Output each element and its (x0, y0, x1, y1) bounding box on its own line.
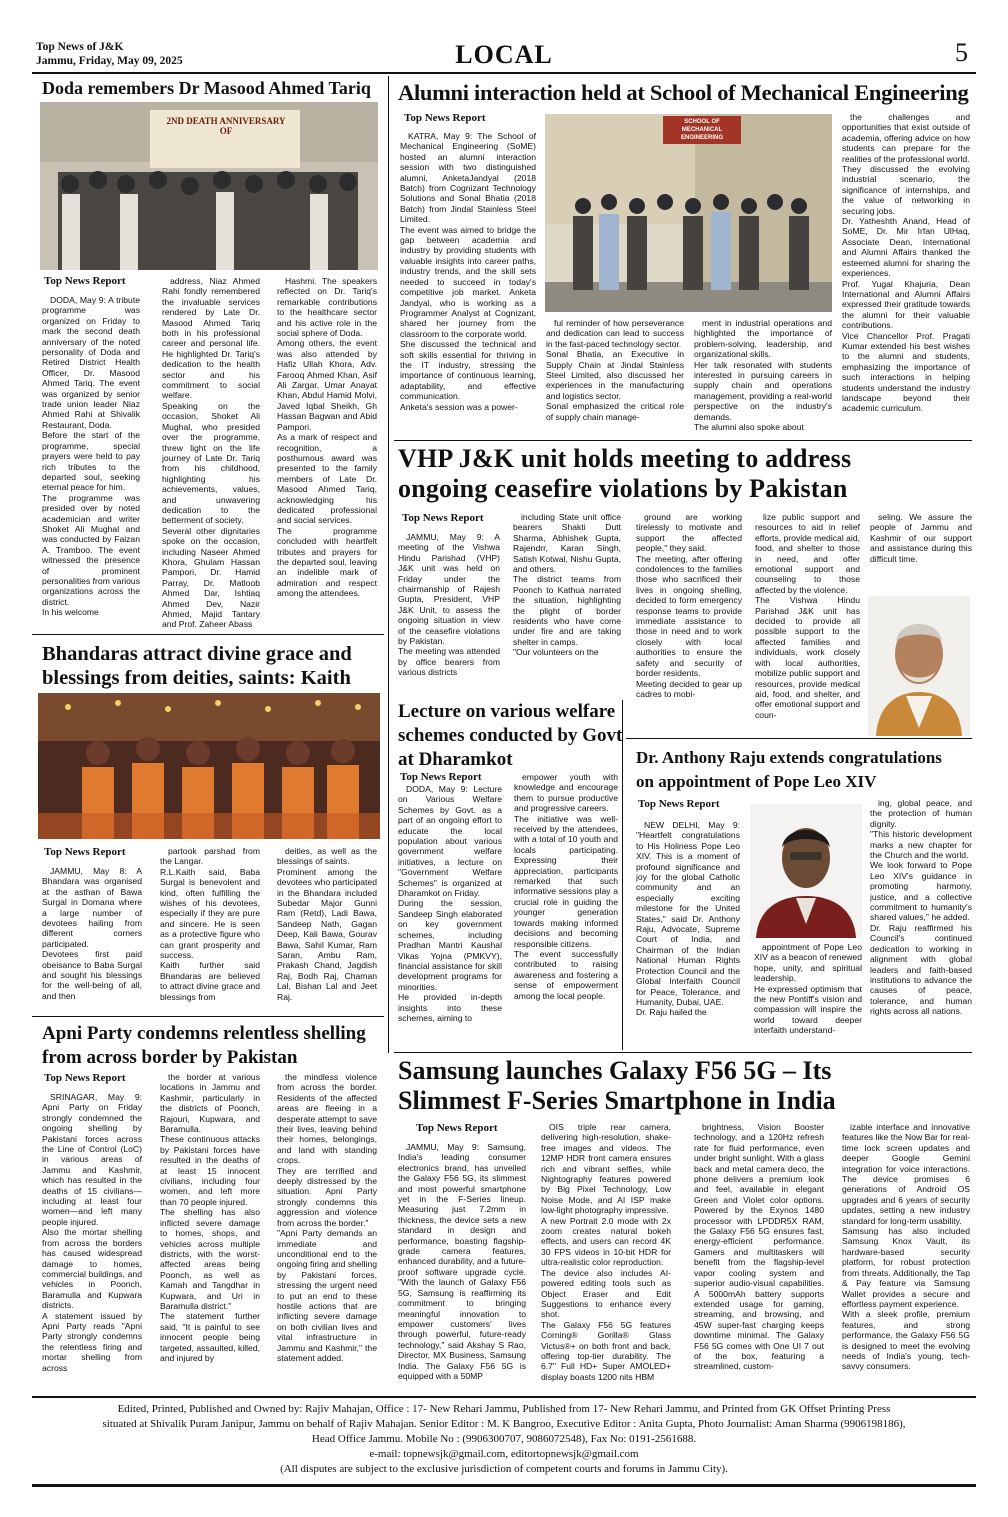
apni-headline (42, 1022, 366, 1070)
alumni-column-4: the challenges and opportunities that exist outside of academia, offering advice on how students can prepare for the realities of the professional world. They discussed the evolving industrial scenario, the significance of internships, and the value of networking in securing jobs. Dr. Yatheshth Anand, Head of SoME, Dr. Mir Irfan UlHaq, Associate Dean, International and Alumni Affairs thanked the esteemed alumni for sharing the experiences. Prof. Yugal Khajuria, Dean International and Alumni Affairs expressed their gratitude towards the alumni for their valuable contributions. Vice Chancellor Prof. Pragati Kumar extended his best wishes to the alumni and students, emphasizing the importance of such interactions in helping students understand the industry landscape beyond their academic curriculum. (842, 112, 970, 414)
alumni-column-1: KATRA, May 9: The School of Mechanical Engineering (SoME) hosted an alumni interaction session with two distinguished alumni, AnketaJandyal (2018 Batch) from Cognizant Technology Solutions and Sonal Bhatia (2018 Batch) from Jindal Stainless Steel Limited. The event was aimed to bridge the gap between academia and industry by providing students with valuable insights into career paths, industry trends, and the skill sets needed to succeed in today's competitive job market. Anketa Jandyal, who is working as a Programmer Analyst at Cognizant, shared her journey from the classroom to the corporate world. She discussed the technical and soft skills essential for thriving in the IT industry, stressing the importance of continuous learning, adaptability, and effective communication. Anketa's session was a power- (400, 131, 536, 412)
apni-headline-line-2: from across border by Pakistan (42, 1047, 298, 1068)
lecture-byline: Top News Report (400, 771, 482, 783)
column-rule (388, 76, 389, 1053)
bhandara-headline-line-1: Bhandaras attract divine grace and (42, 643, 352, 665)
imprint-line-2: situated at Shivalik Puram Janipur, Jammu on behalf of Rajiv Mahajan. Senior Editor : M. K Bangroo, Executive Editor : Anita Gupta, Photo Journalist: Aman Sharma (9906198186), (102, 1418, 906, 1430)
bhandara-column-3: deities, as well as the blessings of saints. Prominent among the devotees who participated in the Bhandara included Subedar Major Gunni Ram (Retd), Ladi Bawa, Sandeep Nath, Gagan Deep, Kali Bawa, Gourav Bawa, Sahil Kumar, Ram Saran, Ambu Ram, Prakash Chand, Jagdish Raj, Bodh Raj, Chaman Lal, Bishan Lal and Jeet Raj. (277, 846, 377, 1002)
bhandara-headline-line-2: blessings from deities, saints: Kaith (42, 667, 351, 689)
imprint-line-5: (All disputes are subject to the exclusive jurisdiction of competent courts and forums in Jammu City). (280, 1463, 728, 1475)
vhp-headline-line-2: ongoing ceasefire violations by Pakistan (398, 474, 848, 503)
bhandara-headline (42, 642, 352, 690)
lecture-headline-line-2: schemes conducted by Govt (398, 725, 623, 746)
doda-photo (40, 102, 378, 270)
dateline: Jammu, Friday, May 09, 2025 (36, 55, 183, 67)
vhp-portrait (868, 596, 970, 736)
doda-banner-text: 2ND DEATH ANNIVERSARY OF (166, 116, 286, 136)
page-number: 5 (955, 38, 968, 67)
doda-column-2: address, Niaz Ahmed Rahi fondly remembered the invaluable services rendered by Late Dr. Masood Ahmed Tariq both in his professional career and personal life. He highlighted Dr. Tariq's dedication to the health sector and his commitment to social welfare. Speaking on the occasion, Shoket Ali Mughal, who presided over the programme, threw light on the life journey of Late Dr. Tariq from his childhood, highlighting his achievements, values, and unwavering dedication to the betterment of society. Several other dignitaries spoke on the occasion, including Naseer Ahmed Khora, Ghulam Hassan Pampori, Dr. Hamid Parray, Dr. Matloob Ahmed Dar, Ishtiaq Ahmed Dev, Nazir Ahmed, Majid Tantary and Prof. Zaheer Abass (162, 276, 260, 630)
vhp-column-2: including State unit office bearers Shakti Dutt Sharma, Abhishek Gupta, Rajendrr, Karan Singh, Satish Kotwal, Nishu Gupta, and others. The district teams from Poonch to Kathua narrated the situation, highlighting the plight of border residents who have come under fire and are taking shelter in camps. "Our volunteers on the (513, 512, 621, 658)
section-name: LOCAL (455, 40, 553, 69)
samsung-byline: Top News Report (416, 1122, 498, 1134)
alumni-headline: Alumni interaction held at School of Mechanical Engineering (398, 80, 969, 105)
imprint-footer (30, 1402, 978, 1477)
apni-column-1: SRINAGAR, May 9: Apni Party on Friday strongly condemned the ongoing shelling by Pakistani forces across the Line of Control (LoC) in various areas of Jammu and Kashmir, which has resulted in the deaths of 15 civilians—including at least four women—and left many people injured. Also the mortar shelling from across the borders has caused widespread damage to homes, commercial buildings, and vehicles in Poonch, Baramulla and Kupwara districts. A statement issued by Apni Party reads "Apni Party strongly condemns the relentless firing and mortar shelling from across (42, 1092, 142, 1373)
section-rule (394, 440, 972, 441)
bottom-rule (32, 1484, 976, 1487)
section-rule (32, 634, 384, 635)
vhp-column-4: lize public support and resources to aid in relief efforts, provide medical aid, food, and shelter to those in need, and offer emotional support and counseling to those affected by the violence. The Vishwa Hindu Parishad J&K unit has decided to provide all possible support to the affected families and individuals, work closely with local authorities, mobilize public support and resources, provide medical aid, food, and shelter, and offer emotional support and coun- (755, 512, 860, 720)
vhp-headline (398, 444, 851, 504)
raju-headline-line-2: on appointment of Pope Leo XIV (636, 772, 877, 791)
bhandara-column-1: JAMMU, May 8: A Bhandara was organised at the asthan of Bawa Surgal in Domana where a large number of devotees hailing from different corners participated. Devotees first paid obeisance to Baba Surgal and sought his blessings for the well-being of all, and then (42, 866, 142, 1001)
vhp-column-3: ground are working tirelessly to motivate and support the affected people," they said. The meeting, after offering condolences to the families those who sacrificed their lives in ongoing shelling, decided to form emergency response teams to provide immediate assistance to those in need and to work closely with local authorities to ensure the safety and security of border residents. Meeting decided to gear up cadres to mobi- (636, 512, 742, 699)
raju-column-3: ing, global peace, and the protection of human dignity. "This historic development marks a new chapter for the Church and the world. We look forward to Pope Leo XIV's guidance in promoting harmony, justice, and a collective commitment to humanity's shared values," he added. Dr. Raju reaffirmed his Council's continued dedication to working in alignment with global leaders and faith-based institutions to advance the causes of peace, tolerance, and human rights across all nations. (870, 798, 972, 1017)
doda-headline: Doda remembers Dr Masood Ahmed Tariq (42, 78, 371, 98)
raju-column-1: NEW DELHI, May 9: "Heartfelt congratulations to His Holiness Pope Leo XIV. This is a moment of profound significance and joy for the global Catholic community and an especially exciting milestone for the United States," said Dr. Anthony Raju, Advocate, Supreme Court of India, and Chairman of the Indian National Human Rights Protection Council and the Global Interfaith Council for Peace, Tolerance, and Humanity, Dubai, UAE. Dr. Raju hailed the (636, 820, 740, 1018)
imprint-line-3: Head Office Jammu. Mobile No : (9906300707, 9086072548), Fax No: 0191-2561688. (311, 1433, 697, 1445)
apni-byline: Top News Report (44, 1072, 126, 1084)
doda-byline: Top News Report (44, 275, 126, 287)
vhp-byline: Top News Report (402, 512, 484, 524)
lecture-headline (398, 700, 622, 772)
raju-headline (636, 746, 942, 794)
doda-column-3: Hashmi. The speakers reflected on Dr. Tariq's remarkable contributions to the healthcare sector and his active role in the social sphere of Doda. Among others, the event was also attended by Hafiz Ullah Khora, Adv. Farooq Ahmed Khan, Asif Ali Zargar, Umar Anayat Khan, Abdul Hamid Molvi, Javed Iqbal Sheikh, Gh Hassan Bagwan and Abid Pampori. As a mark of respect and recognition, a posthumous award was presented to the family members of Late Dr. Masood Ahmed Tariq, acknowledging his dedicated professional and social services. The programme concluded with heartfelt tributes and prayers for the departed soul, leaving an indelible mark of admiration and respect among the attendees. (277, 276, 377, 599)
section-rule (32, 1016, 384, 1017)
imprint-line-4: e-mail: topnewsjk@gmail.com, editortopnewsjk@gmail.com (369, 1448, 639, 1460)
alumni-byline: Top News Report (404, 112, 486, 124)
lecture-column-2: empower youth with knowledge and encourage them to pursue productive and progressive careers. The initiative was well-received by the attendees, with a total of 10 youth and locals participating. Expressing their appreciation, participants remarked that such informative sessions play a crucial role in guiding the younger generation towards making informed decisions and becoming responsible citizens. The event successfully contributed to raising awareness and fostering a sense of empowerment among the local people. (514, 772, 618, 1001)
raju-byline: Top News Report (638, 798, 720, 810)
alumni-column-2: ful reminder of how perseverance and dedication can lead to success in the fast-paced technology sector. Sonal Bhatia, an Executive in Supply Chain at Jindal Stainless Steel Limited, also discussed her experiences in the manufacturing and logistics sector. Sonal emphasized the critical role of supply chain manage- (546, 318, 684, 422)
footer-rule (32, 1396, 976, 1398)
paper-name: Top News of J&K (36, 41, 124, 53)
vhp-column-5: seling. We assure the people of Jammu and Kashmir of our support and assistance during this difficult time. (870, 512, 972, 564)
alumni-photo (545, 114, 832, 312)
bhandara-column-2: partook parshad from the Langar. R.L.Kaith said, Baba Surgal is benevolent and kind, often fulfilling the wishes of his devotees, especially if they are pure and sincere. He is seen as a protective figure who can grant prosperity and success. Kaith further said Bhandaras are believed to attract divine grace and blessings from (160, 846, 260, 1002)
samsung-headline-line-1: Samsung launches Galaxy F56 5G – Its (398, 1056, 832, 1085)
samsung-headline-line-2: Slimmest F-Series Smartphone in India (398, 1086, 836, 1115)
lecture-headline-line-1: Lecture on various welfare (398, 701, 616, 722)
bhandara-photo (38, 693, 380, 839)
raju-headline-line-1: Dr. Anthony Raju extends congratulations (636, 748, 942, 767)
raju-portrait (750, 804, 862, 938)
raju-column-2: appointment of Pope Leo XIV as a beacon of renewed hope, unity, and spiritual leadership. He expressed optimism that the new Pontiff's vision and compassion will inspire the world toward deeper interfaith understand- (754, 942, 862, 1036)
apni-headline-line-1: Apni Party condemns relentless shelling (42, 1023, 366, 1044)
vhp-column-1: JAMMU, May 9: A meeting of the Vishwa Hindu Parishad (VHP) J&K unit was held on Friday under the chairmanship of Rajesh Gupta, President, VHP J&K Unit, to assess the ongoing situation in view of the ceasefire violations by Pakistan. The meeting was attended by office bearers from various districts (398, 532, 500, 678)
samsung-column-2: OIS triple rear camera, delivering high-resolution, shake-free images and videos. The 12MP HDR front camera ensures rich and vibrant selfies, while Nightography features powered by Big Pixel Technology, Low Noise Mode, and AI ISP make low-light photography impressive. A new Portrait 2.0 mode with 2x zoom creates natural bokeh effects, and users can record 4K 30 FPS videos in 10-bit HDR for ultra-realistic color reproduction. The device also includes AI-powered editing tools such as Object Eraser and Edit Suggestions to enhance every shot. The Galaxy F56 5G features Corning® Gorilla® Glass Victus®+ on both front and back, offering top-tier durability. The 6.7" Full HD+ Super AMOLED+ display boasts 1200 nits HBM (541, 1122, 671, 1382)
apni-column-3: the mindless violence from across the border. Residents of the affected areas are fleeing in a desperate attempt to save their lives, leaving behind their homes, belongings, and land with standing crops. They are terrified and deeply distressed by the situation. Apni Party strongly condemns this aggression and violence from across the border." "Apni Party demands an immediate and unconditional end to the ongoing firing and shelling by Pakistani forces, stressing the urgent need to put an end to these hostile actions that are inflicting severe damage on both civilian lives and vital infrastructure in Jammu and Kashmir," the statement added. (277, 1072, 377, 1363)
doda-column-1: DODA, May 9: A tribute programme was organized on Friday to mark the second death anniversary of the noted personality of Doda and Retired District Health Officer, Dr. Masood Ahmed Tariq. The event was organized by senior trade union leader Niaz Ahmed Rahi at Shivalik Restaurant, Doda. Before the start of the programme, special prayers were held to pay rich tributes to the departed soul, seeking eternal peace for him. The programme was presided over by noted academician and writer Shoket Ali Mughal and was conducted by Faizan A. Tramboo. The event witnessed the presence of prominent personalities from various organizations across the district. In his welcome (42, 295, 140, 618)
lecture-headline-line-3: at Dharamkot (398, 749, 513, 770)
imprint-line-1: Edited, Printed, Published and Owned by: Rajiv Mahajan, Office : 17- New Rehari Jammu, Published from 17- New Rehari Jammu, and Printed from GK Offset Printing Press (117, 1403, 891, 1415)
samsung-column-1: JAMMU, May 9: Samsung, India's leading consumer electronics brand, has unveiled the Galaxy F56 5G, its slimmest and most powerful smartphone yet in the F-Series lineup. Measuring just 7.2mm in thickness, the device sets a new standard in design and performance, boasting flagship-grade camera features, enhanced durability, and a future-proof software upgrade cycle. "With the launch of Galaxy F56 5G, Samsung is reaffirming its commitment to bringing meaningful innovation to empower customers' lives through powerful, future-ready technology," said Akshay S Rao, Director, MX Business, Samsung India. The Galaxy F56 5G is equipped with a 50MP (398, 1142, 526, 1381)
alumni-column-3: ment in industrial operations and highlighted the importance of problem-solving, leadership, and organizational skills. Her talk resonated with students interested in pursuing careers in supply chain and operations management, providing a real-world perspective on the industry's demands. The alumni also spoke about (694, 318, 832, 433)
section-rule (394, 1052, 972, 1053)
samsung-column-4: izable interface and innovative features like the Now Bar for real-time lock screen updates and deeper Google Gemini integration for voice interactions. The device promises 6 generations of Android OS upgrades and 6 years of security updates, setting a new industry standard for long-term usability. Samsung has also included Samsung Knox Vault, its hardware-based security platform, for robust protection from threats. Additionally, the Tap & Pay feature via Samsung Wallet provides a secure and effortless payment experience. With a sleek profile, premium features, and strong performance, the Galaxy F56 5G is designed to meet the evolving needs of India's young, tech-savvy consumers. (842, 1122, 970, 1372)
masthead-rule (32, 72, 976, 74)
lecture-column-1: DODA, May 9: Lecture on Various Welfare Schemes by Govt. as a part of an ongoing effort to educate the local population about various government welfare initiatives, a lecture on "Government Welfare Schemes" is organized at Dharamkot on Friday. During the session, Sandeep Singh elaborated on key government schemes, including Pradhan Mantri Kaushal Vikas Yojna (PMKVY), financial assistance for skill development programs for minorities. He provided in-depth insights into these schemes, aiming to (398, 784, 502, 1023)
vhp-headline-line-1: VHP J&K unit holds meeting to address (398, 444, 852, 473)
apni-column-2: the border at various locations in Jammu and Kashmir, particularly in the districts of Poonch, Rajouri, Kupwara, and Baramulla. These continuous attacks by Pakistani forces have resulted in the deaths of at least 15 innocent civilians, including four women, and left more than 70 people injured. The shelling has also inflicted severe damage to homes, shops, and vehicles across multiple districts, with the worst-affected areas being Poonch, as well as Kamah and Tangdhar in Kupwara, and Uri in Baramulla district." The statement further said, "It is painful to see innocent people being targeted, assaulted, killed, and injured by (160, 1072, 260, 1363)
samsung-column-3: brightness, Vision Booster technology, and a 120Hz refresh rate for fluid performance, even under bright sunlight. With a glass back and metal camera deco, the phone delivers a premium look and feel, available in elegant Green and Violet color options. Powered by the Exynos 1480 processor with LPDDR5X RAM, the Galaxy F56 5G ensures fast, energy-efficient performance. Gamers and multitaskers will benefit from the flagship-level vapor cooling system and superior audio-visual capabilities. A 5000mAh battery supports extended usage for gaming, streaming, and browsing, and 45W super-fast charging keeps downtime minimal. The Galaxy F56 5G comes with One UI 7 out of the box, featuring a streamlined, custom- (694, 1122, 824, 1372)
samsung-headline (398, 1056, 836, 1116)
alumni-sign-text: SCHOOL OF MECHANICAL ENGINEERING (680, 119, 723, 141)
bhandara-byline: Top News Report (44, 846, 126, 858)
